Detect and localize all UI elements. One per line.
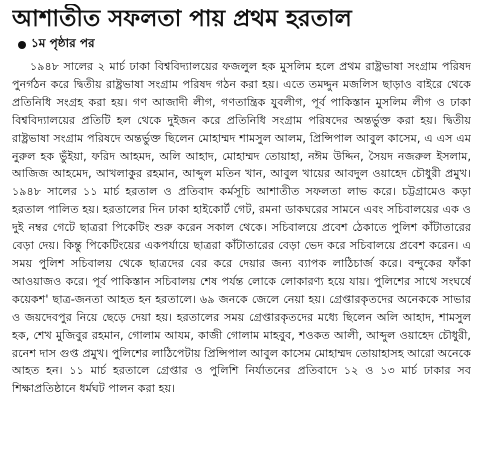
article-body (12, 58, 471, 468)
continued-from-label: ১ম পৃষ্ঠার পর (31, 36, 95, 50)
article-paragraph: ১৯৪৮ সালের ২ মার্চ ঢাকা বিশ্ববিদ্যালয়ের ফজলুল হক মুসলিম হলে প্রথম রাষ্ট্রভাষা সংগ্রাম পরিষদ পুনর্গঠন করে দ্বিতীয় রাষ্ট্রভাষা সংগ্রাম পরিষদ গঠন করা হয়। এতে তমদ্দুন মজলিস ছাড়াও বাইরে থেকে প্রতিনিধি সংগ্রহ করা হয়। গণ আজাদী লীগ, গণতান্ত্রিক যুবলীগ, পূর্ব পাকিস্তান মুসলিম লীগ ও ঢাকা বিশ্ববিদ্যালয়ের প্রতিটি হল থেকে দুইজন করে প্রতিনিধি সংগ্রাম পরিষদের অন্তর্ভুক্ত করা হয়। দ্বিতীয় রাষ্ট্রভাষা সংগ্রাম পরিষদে অন্তর্ভুক্ত ছিলেন মোহাম্মদ শামসুল আলম, প্রিন্সিপাল আবুল কাসেম, এ এস এম নুরুল হক ভুঁইয়া, ফরিদ আহমদ, অলি আহাদ, মোহাম্মদ তোয়াহা, নঈম উদ্দিন, সৈয়দ নজরুল ইসলাম, আজিজ আহমেদ, আখলাকুর রহমান, আব্দুল মতিন খান, আবুল খায়ের আবদুল ওয়াহেদ চৌধুরী প্রমুখ। ১৯৪৮ সালের ১১ মার্চ হরতাল ও প্রতিবাদ কর্মসূচি আশাতীত সফলতা লাভ করে। চট্টগ্রামেও কড়া হরতাল পালিত হয়। হরতালের দিন ঢাকা হাইকোর্ট গেট, রমনা ডাকঘরের সামনে এবং সচিবালয়ের এক ও দুই নম্বর গেটে ছাত্ররা পিকেটিং শুরু করেন সকাল থেকে। সচিবালয়ে প্রবেশ ঠেকাতে পুলিশ কাঁটাতারের বেড়া দেয়। কিন্তু পিকেটিংয়ের একপর্যায়ে ছাত্ররা কাঁটাতারের বেড়া ভেদ করে সচিবালয়ে প্রবেশ করেন। এ সময় পুলিশ সচিবালয় থেকে ছাত্রদের বের করে দেয়ার জন্য ব্যাপক লাঠিচার্জ করে। বন্দুকের ফাঁকা আওয়াজও করে। পূর্ব পাকিস্তান সচিবালয় শেষ পর্যন্ত লোকে লোকারণ্য হয়ে যায়। পুলিশের সাথে সংঘর্ষে কয়েকশ' ছাত্র-জনতা আহত হন হরতালে। ৬৯ জনকে জেলে নেয়া হয়। গ্রেপ্তারকৃতদের অনেককে সাভার ও জয়দেবপুর নিয়ে ছেড়ে দেয়া হয়। হরতালের সময় গ্রেপ্তারকৃতদের মধ্যে ছিলেন অলি আহাদ, শামসুল হক, শেখ মুজিবুর রহমান, গোলাম আযম, কাজী গোলাম মাহবুব, শওকত আলী, আব্দুল ওয়াহেদ চৌধুরী, রনেশ দাস গুপ্ত প্রমুখ। পুলিশের লাঠিপেটায় প্রিন্সিপাল আবুল কাসেম মোহাম্মদ তোয়াহাসহ আরো অনেকে আহত হন। ১১ মার্চ হরতালে গ্রেপ্তার ও পুলিশি নির্যাতনের প্রতিবাদে ১২ ও ১৩ মার্চ ঢাকার সব শিক্ষাপ্রতিষ্ঠানে ধর্মঘট পালন করা হয়। (12, 60, 471, 396)
headline: আশাতীত সফলতা পায় প্রথম হরতাল (12, 6, 352, 32)
bullet-icon (18, 41, 26, 49)
continued-from-line (18, 35, 471, 55)
